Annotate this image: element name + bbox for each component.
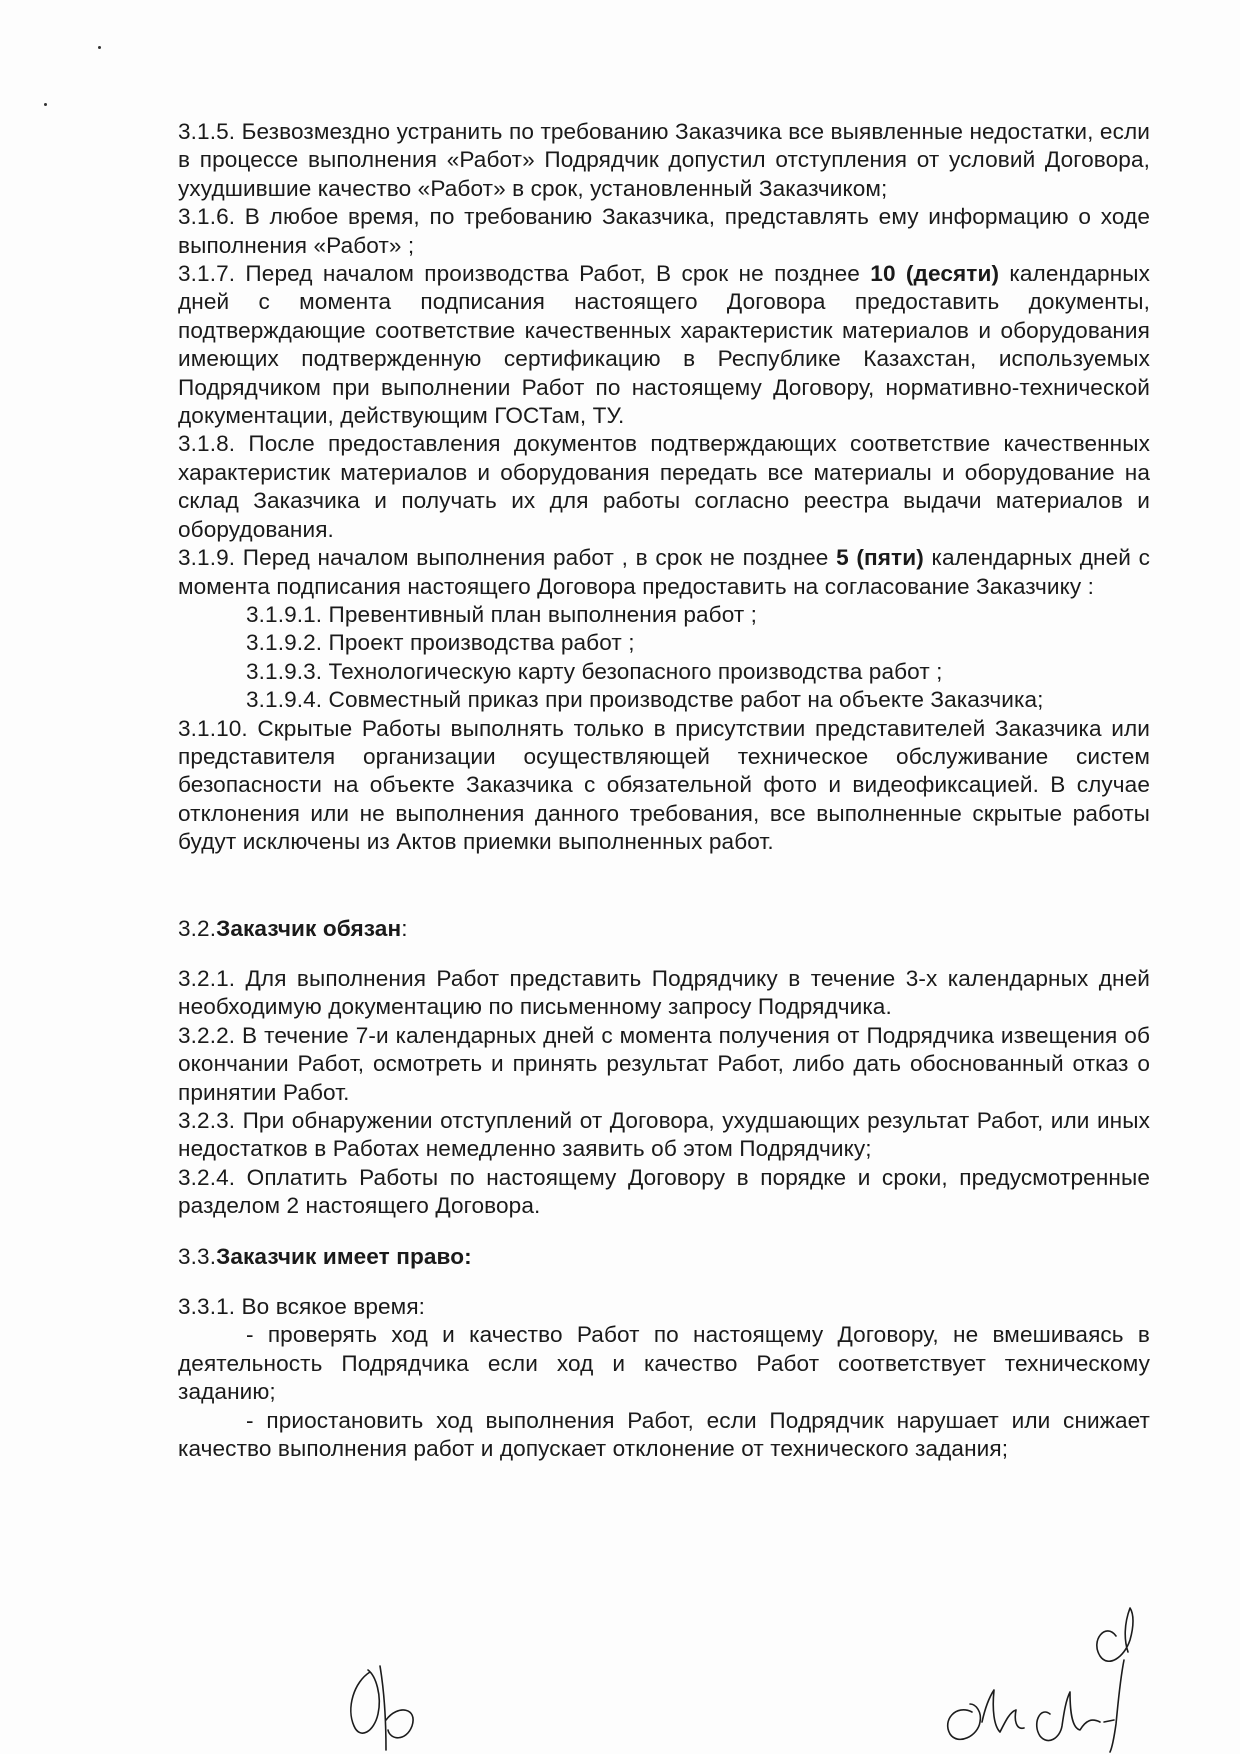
section-title: Заказчик имеет право: — [216, 1243, 472, 1269]
section-title: Заказчик обязан — [216, 915, 402, 941]
clause-3-1-7 — [178, 260, 1150, 430]
clause-text: 3.1.9. Перед началом выполнения работ , в срок не позднее — [178, 545, 837, 571]
section-number: 3.3. — [178, 1243, 217, 1269]
clause-3-1-9-4: 3.1.9.4. Совместный приказ при производстве работ на объекте Заказчика; — [246, 687, 1044, 713]
clause-3-1-9-2: 3.1.9.2. Проект производства работ ; — [246, 630, 635, 656]
spacer — [178, 943, 1150, 965]
clause-3-2-1: 3.2.1. Для выполнения Работ представить Подрядчику в течение 3-х календарных дней необходимую документацию по письменному запросу Подрядчика. — [178, 965, 1150, 1020]
section-colon: : — [401, 915, 408, 941]
scan-speck — [98, 46, 101, 49]
scan-speck — [44, 103, 47, 106]
spacer — [178, 857, 1150, 915]
spacer — [178, 1271, 1150, 1293]
clause-3-1-9 — [178, 544, 1150, 601]
right-item-1: - проверять ход и качество Работ по настоящему Договору, не вмешиваясь в деятельность Подрядчика если ход и качество Работ соответствует техническому заданию; — [178, 1322, 1150, 1405]
clause-text: календарных дней с момента подписания настоящего Договора предоставить на согласование Заказчику : — [178, 545, 1150, 599]
clause-text: календарных дней с момента подписания настоящего Договора предоставить документы, подтверждающие соответствие качественных характеристик материалов и оборудования имеющих подтвержденную сертификацию в Республике Казахстан, используемых Подрядчиком при выполнении Работ по настоящему Договору, нормативно-технической документации, действующим ГОСТам, ТУ. — [178, 261, 1151, 429]
clause-3-1-9-3: 3.1.9.3. Технологическую карту безопасного производства работ ; — [246, 658, 943, 684]
clause-3-1-6: 3.1.6. В любое время, по требованию Заказчика, представлять ему информацию о ходе выполнения «Работ» ; — [178, 204, 1150, 258]
clause-3-1-8: 3.1.8. После предоставления документов подтверждающих соответствие качественных характеристик материалов и оборудования передать все материалы и оборудование на склад Заказчика и получать их для работы согласно реестра выдачи материалов и оборудования. — [178, 431, 1150, 542]
signature-left-icon — [340, 1660, 440, 1754]
clause-3-2-3: 3.2.3. При обнаружении отступлений от Договора, ухудшающих результат Работ, или иных недостатков в Работах немедленно заявить об этом Подрядчику; — [178, 1108, 1150, 1162]
clause-3-2-2: 3.2.2. В течение 7-и календарных дней с момента получения от Подрядчика извещения об окончании Работ, осмотреть и принять результат Работ, либо дать обоснованный отказ о принятии Работ. — [178, 1022, 1150, 1105]
document-body — [178, 118, 1150, 1463]
section-heading-3-3 — [178, 1243, 1150, 1271]
bold-term: 10 (десяти) — [870, 261, 1000, 287]
clause-3-3-1: 3.3.1. Во всякое время: — [178, 1294, 426, 1320]
clause-3-1-5: 3.1.5. Безвозмездно устранить по требованию Заказчика все выявленные недостатки, если в процессе выполнения «Работ» Подрядчик допустил отступления от условий Договора, ухудшившие качество «Работ» в срок, установленный Заказчиком; — [178, 119, 1150, 201]
signature-right-icon — [920, 1600, 1160, 1754]
spacer — [178, 1221, 1150, 1243]
clause-3-2-4: 3.2.4. Оплатить Работы по настоящему Договору в порядке и сроки, предусмотренные разделом 2 настоящего Договора. — [178, 1164, 1150, 1219]
section-heading-3-2 — [178, 915, 1150, 943]
bold-term: 5 (пяти) — [836, 545, 924, 571]
section-number: 3.2. — [178, 915, 217, 941]
clause-3-1-9-1: 3.1.9.1. Превентивный план выполнения работ ; — [246, 601, 758, 627]
clause-3-1-10: 3.1.10. Скрытые Работы выполнять только в присутствии представителей Заказчика или представителя организации осуществляющей техническое обслуживание систем безопасности на объекте Заказчика с обязательной фото и видеофиксацией. В случае отклонения или не выполнения данного требования, все выполненные скрытые работы будут исключены из Актов приемки выполненных работ. — [178, 715, 1150, 855]
clause-text: 3.1.7. Перед началом производства Работ, В срок не позднее — [178, 261, 871, 287]
right-item-2: - приостановить ход выполнения Работ, если Подрядчик нарушает или снижает качество выполнения работ и допускает отклонение от технического задания; — [178, 1407, 1150, 1462]
